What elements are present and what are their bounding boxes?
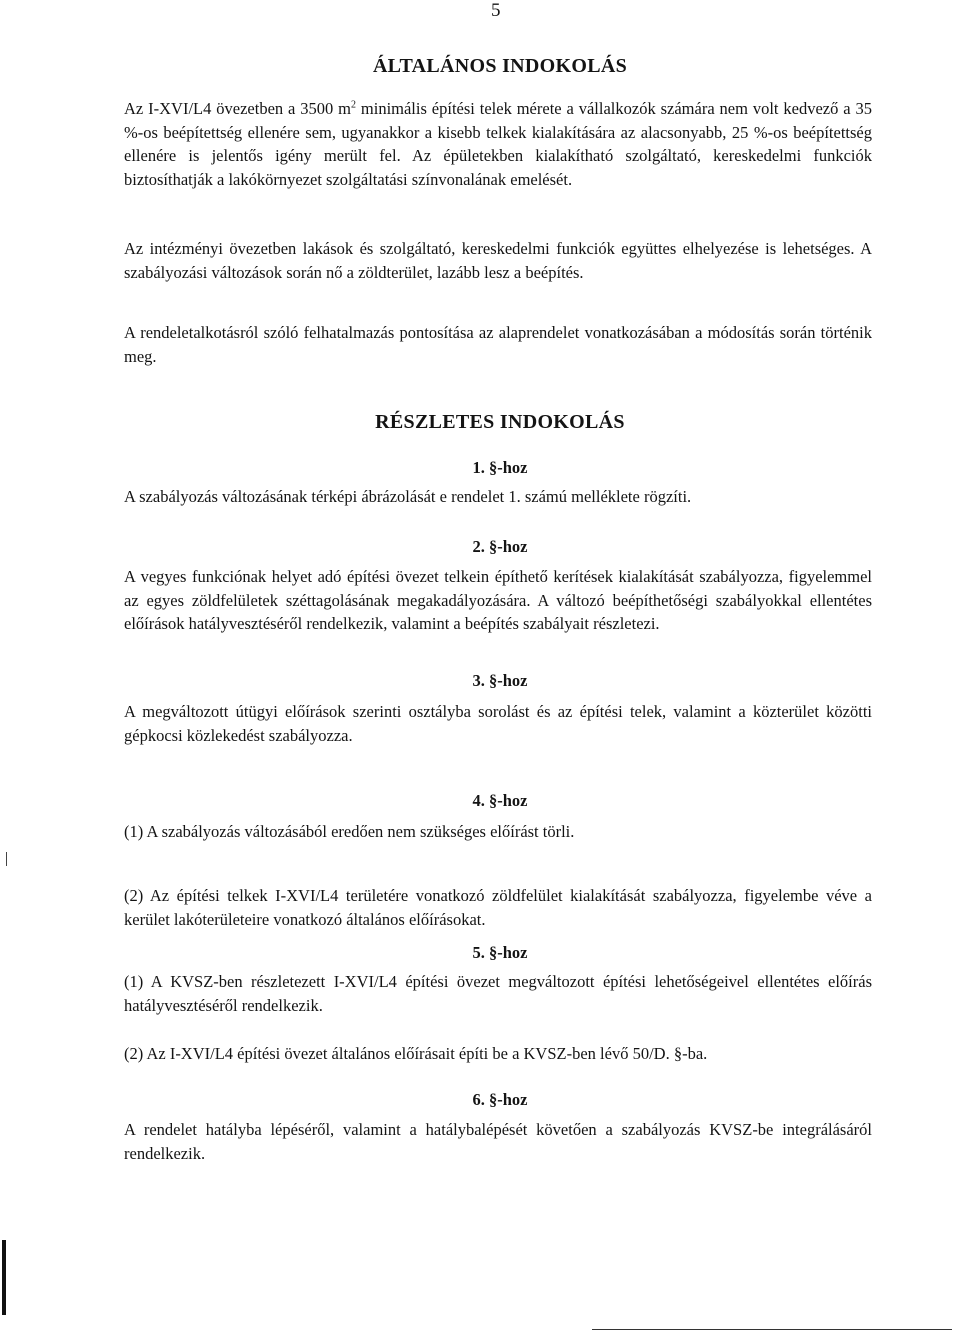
section-6-heading: 6. §-hoz bbox=[472, 1090, 528, 1109]
section-3-heading: 3. §-hoz bbox=[472, 671, 528, 690]
page-number: 5 bbox=[491, 0, 501, 21]
section-4-paragraph-2: (2) Az építési telkek I-XVI/L4 területére vonatkozó zöldfelület kialakítását szabályozza, figyelembe véve a kerület lakóterületeire vonatkozó általános előírásokat. bbox=[124, 886, 872, 929]
scan-margin-line bbox=[6, 852, 7, 866]
detailed-justification-title: RÉSZLETES INDOKOLÁS bbox=[375, 411, 625, 433]
square-meter-superscript: 2 bbox=[351, 99, 356, 111]
general-paragraph-1-start: Az I-XVI/L4 övezetben a 3500 m bbox=[124, 99, 351, 118]
section-5-heading: 5. §-hoz bbox=[472, 943, 528, 962]
section-6-paragraph: A rendelet hatályba lépéséről, valamint a hatálybalépését követően a szabályozás KVSZ-be integrálásáról rendelkezik. bbox=[124, 1120, 872, 1163]
general-justification-title: ÁLTALÁNOS INDOKOLÁS bbox=[372, 55, 628, 77]
section-4-paragraph-1: (1) A szabályozás változásából eredően nem szükséges előírást törli. bbox=[124, 822, 575, 841]
section-1-heading: 1. §-hoz bbox=[472, 458, 528, 477]
section-2-paragraph: A vegyes funkciónak helyet adó építési övezet telkein építhető kerítések kialakítását szabályozza, figyelemmel az egyes zöldfelületek széttagolásának megakadályozására. A változó beépíthetőségi szabályokkal ellentétes előírások hatályvesztéséről rendelkezik, valamint a beépítés szabályait részletezi. bbox=[124, 567, 872, 633]
general-paragraph-1-rest: minimális építési telek mérete a vállalkozók számára nem volt kedvező a 35 %-os beépítettség ellenére sem, ugyanakkor a kisebb telkek kialakítására az alacsonyabb, 25 %-os beépítettség ellenére is jelentős igény merült fel. Az épületekben kialakítható szolgáltató, kereskedelmi funkciók biztosíthatják a lakókörnyezet szolgáltatási színvonalának emelését. bbox=[124, 99, 872, 189]
general-paragraph-3: A rendeletalkotásról szóló felhatalmazás pontosítása az alaprendelet vonatkozásában a módosítás során történik meg. bbox=[124, 323, 872, 366]
section-2-heading: 2. §-hoz bbox=[472, 537, 528, 556]
section-1-paragraph: A szabályozás változásának térképi ábrázolását e rendelet 1. számú melléklete rögzíti. bbox=[124, 487, 692, 506]
section-5-paragraph-1: (1) A KVSZ-ben részletezett I-XVI/L4 építési övezet megváltozott építési lehetőségeivel ellentétes előírás hatályvesztéséről rendelkezik. bbox=[124, 972, 872, 1015]
section-3-paragraph: A megváltozott útügyi előírások szerinti osztályba sorolást és az építési telek, valamint a közterület közötti gépkocsi közlekedést szabályozza. bbox=[124, 702, 872, 745]
general-paragraph-2: Az intézményi övezetben lakások és szolgáltató, kereskedelmi funkciók együttes elhelyezése is lehetséges. A szabályozási változások során nő a zöldterület, lazább lesz a beépítés. bbox=[124, 239, 872, 282]
footer-rule bbox=[592, 1329, 952, 1330]
general-paragraph-1 bbox=[124, 97, 872, 191]
section-5-paragraph-2: (2) Az I-XVI/L4 építési övezet általános előírásait építi be a KVSZ-ben lévő 50/D. §-ba. bbox=[124, 1044, 708, 1063]
section-4-heading: 4. §-hoz bbox=[472, 791, 528, 810]
scan-margin-bar bbox=[2, 1240, 6, 1315]
